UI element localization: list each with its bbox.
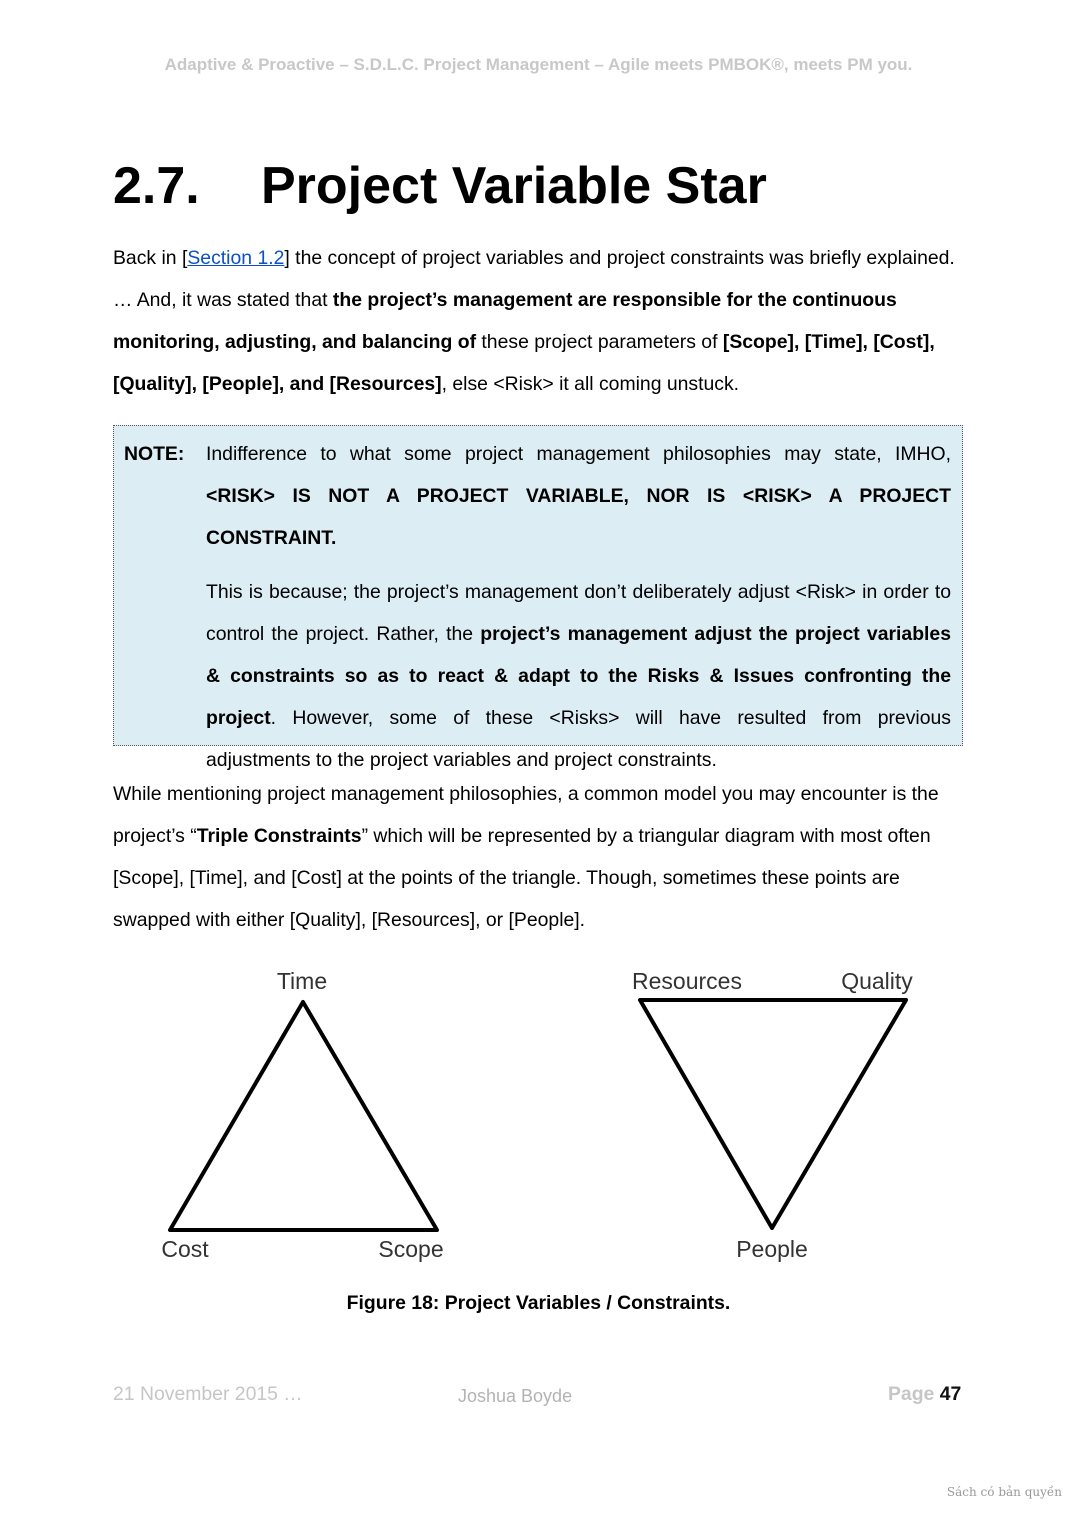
section-1-2-link[interactable]: Section 1.2	[187, 247, 285, 269]
intro-bold-1: the project’s management are responsible for the continuous monitoring, adjusting, and balancing of	[113, 289, 897, 353]
note-paragraph-2	[206, 571, 951, 781]
para2-text-2: ” which will be represented by a triangular diagram with most often [Scope], [Time], and [Cost] at the points of the triangle. Though, sometimes these points are swapped with either [Quality], [Resources], or [People].	[113, 825, 931, 931]
label-time: Time	[276, 968, 328, 994]
note-p2-bold: project’s management adjust the project variables & constraints so as to react & adapt to the Risks & Issues confronting the project	[206, 623, 951, 729]
section-title	[113, 150, 767, 222]
intro-paragraph	[113, 237, 963, 405]
page-number: 47	[939, 1383, 962, 1405]
note-label: NOTE:	[124, 443, 185, 465]
label-scope: Scope	[378, 1236, 444, 1262]
triple-constraint-triangle	[170, 1002, 437, 1230]
intro-bold-2: [Scope], [Time], [Cost], [Quality], [People], and [Resources]	[113, 331, 935, 395]
page-label: Page	[888, 1383, 940, 1405]
watermark: Sách có bản quyền	[946, 1485, 1062, 1499]
section-title-text: Project Variable Star	[261, 157, 767, 215]
intro-text-2: ] the concept of project variables and project constraints was briefly explained. … And, it was stated that	[113, 247, 955, 311]
intro-text-3: these project parameters of	[476, 331, 723, 353]
note-box	[113, 425, 963, 771]
note-content	[206, 433, 951, 781]
intro-text-1: Back in [	[113, 247, 188, 269]
para2-text-1: While mentioning project management philosophies, a common model you may encounter is the project’s “	[113, 783, 939, 847]
figure-caption: Figure 18: Project Variables / Constraints.	[346, 1292, 731, 1314]
para2-bold: Triple Constraints	[196, 825, 362, 847]
footer-page	[888, 1383, 961, 1406]
note-p1-bold: <RISK> IS NOT A PROJECT VARIABLE, NOR IS <RISK> A PROJECT CONSTRAINT.	[206, 485, 951, 549]
intro-text-4: , else <Risk> it all coming unstuck.	[441, 373, 740, 395]
inverted-constraint-triangle	[640, 1000, 906, 1228]
note-p1-text: Indifference to what some project management philosophies may state, IMHO,	[206, 443, 951, 465]
label-people: People	[736, 1236, 808, 1262]
label-cost: Cost	[161, 1236, 209, 1262]
triple-constraints-paragraph	[113, 773, 963, 941]
running-header: Adaptive & Proactive – S.D.L.C. Project Management – Agile meets PMBOK®, meets PM you.	[164, 55, 913, 74]
note-p2-text-1: This is because; the project’s management don’t deliberately adjust <Risk> in order to control the project. Rather, the	[206, 581, 951, 645]
constraints-diagram	[0, 960, 1077, 1270]
note-p2-text-2: . However, some of these <Risks> will have resulted from previous adjustments to the project variables and project constraints.	[206, 707, 951, 771]
label-resources: Resources	[632, 968, 742, 994]
label-quality: Quality	[841, 968, 913, 994]
note-paragraph-1	[206, 433, 951, 559]
footer-date: 21 November 2015 …	[113, 1383, 303, 1405]
constraints-figure	[0, 960, 1077, 1270]
footer-author: Joshua Boyde	[458, 1386, 573, 1406]
section-number: 2.7.	[113, 157, 200, 215]
